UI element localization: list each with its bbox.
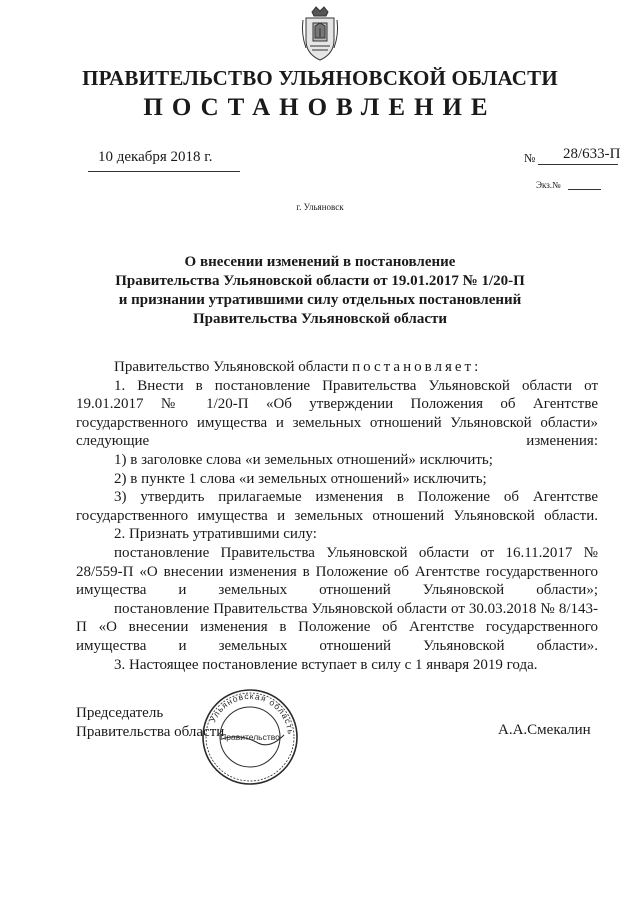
signer-title-line-1: Председатель xyxy=(76,705,164,721)
paragraph-1-item-2: 2) в пункте 1 слова «и земельных отношений» исключить; xyxy=(114,470,487,487)
seal-ring-text: Ульяновская область xyxy=(207,690,297,736)
city: г. Ульяновск xyxy=(296,202,344,212)
intro-text: Правительство Ульяновской области xyxy=(114,359,349,375)
document-number: 28/633-П xyxy=(563,146,621,162)
title-line: и признании утратившими силу отдельных постановлений xyxy=(118,292,522,308)
paragraph-2-item-1: постановление Правительства Ульяновской области от 16.11.2017 № 28/559-П «О внесении изменения в Положение об Агентстве государственного имущества и земельных отношений Ульяновской области»; xyxy=(76,544,598,599)
date-underline xyxy=(88,171,240,172)
seal-center-text: Правительство xyxy=(220,732,280,742)
paragraph-1-item-3: 3) утвердить прилагаемые изменения в Положение об Агентстве государственного имущества и земельных отношений Ульяновской области. xyxy=(76,489,598,524)
intro-paragraph xyxy=(76,358,598,377)
paragraph-3: 3. Настоящее постановление вступает в силу с 1 января 2019 года. xyxy=(114,656,538,673)
intro-verb: постановляет: xyxy=(352,359,482,375)
copy-number-label: Экз.№ xyxy=(536,180,561,190)
paragraph-1: 1. Внести в постановление Правительства Ульяновской области от 19.01.2017 № 1/20-П «Об утверждении Положения об Агентстве государственного имущества и земельных отношений Ульяновской области» следующие изменения: xyxy=(76,377,598,450)
document-date: 10 декабря 2018 г. xyxy=(98,149,213,165)
title-line: О внесении изменений в постановление xyxy=(184,254,456,270)
official-seal xyxy=(200,687,300,787)
government-name: ПРАВИТЕЛЬСТВО УЛЬЯНОВСКОЙ ОБЛАСТИ xyxy=(82,66,558,90)
title-line: Правительства Ульяновской области от 19.01.2017 № 1/20-П xyxy=(115,273,525,289)
paragraph-2-item-2: постановление Правительства Ульяновской области от 30.03.2018 № 8/143-П «О внесении изменения в Положение об Агентстве государственного имущества и земельных отношений Ульяновской области». xyxy=(76,600,598,654)
signer-title-line-2: Правительства области xyxy=(76,723,225,740)
document-type: ПОСТАНОВЛЕНИЕ xyxy=(143,94,497,121)
document-body xyxy=(76,358,598,674)
signer-name: А.А.Смекалин xyxy=(498,722,591,738)
paragraph-2: 2. Признать утратившими силу: xyxy=(114,526,317,543)
number-underline xyxy=(538,164,618,165)
number-sign: № xyxy=(524,151,536,165)
paragraph-1-item-1: 1) в заголовке слова «и земельных отношений» исключить; xyxy=(114,451,493,468)
document-title xyxy=(80,253,560,329)
copy-number-underline xyxy=(568,189,601,190)
title-line: Правительства Ульяновской области xyxy=(192,311,448,327)
coat-of-arms-emblem xyxy=(300,4,340,64)
